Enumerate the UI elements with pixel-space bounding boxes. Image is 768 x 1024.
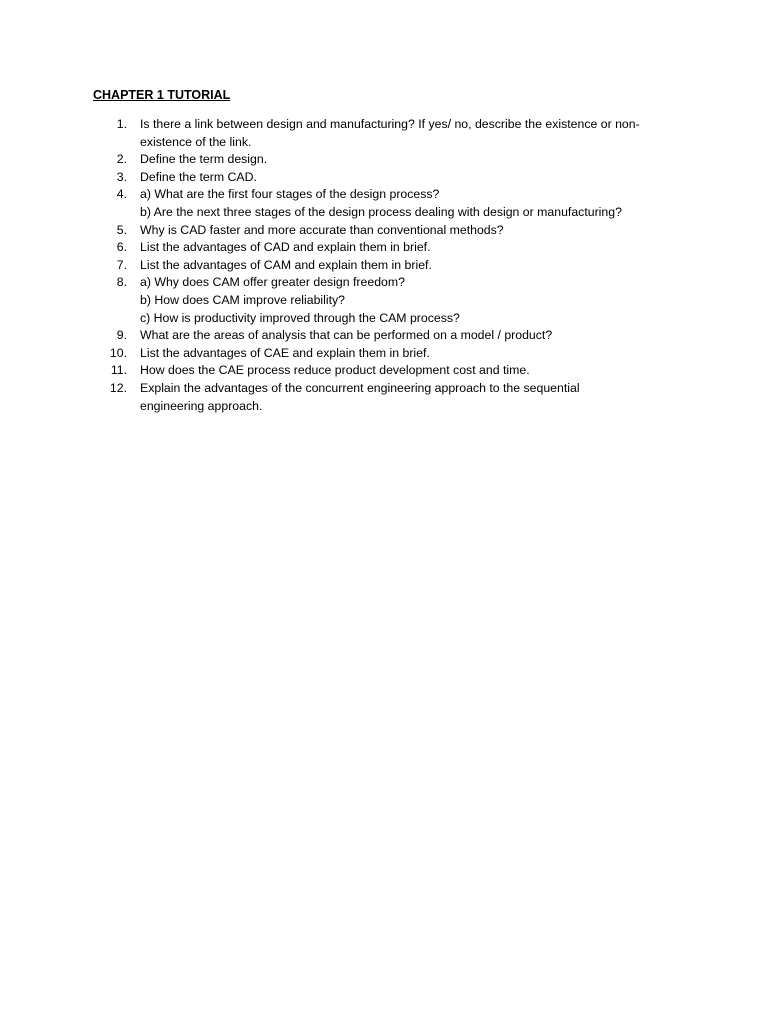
question-text xyxy=(140,380,683,415)
question-line: How does the CAE process reduce product development cost and time. xyxy=(140,363,530,378)
question-text xyxy=(140,327,683,345)
question-number: 4. xyxy=(116,187,127,202)
question-line: What are the areas of analysis that can be performed on a model / product? xyxy=(140,328,553,343)
question-item-1 xyxy=(93,116,683,151)
question-number: 6. xyxy=(116,240,127,255)
question-line: a) What are the first four stages of the design process? xyxy=(140,187,440,202)
question-line: Why is CAD faster and more accurate than conventional methods? xyxy=(140,222,504,237)
question-line: List the advantages of CAD and explain them in brief. xyxy=(140,240,431,255)
question-line: a) Why does CAM offer greater design freedom? xyxy=(140,275,405,290)
question-item-5 xyxy=(93,222,683,240)
question-number: 8. xyxy=(116,275,127,290)
question-line: Explain the advantages of the concurrent engineering approach to the sequential xyxy=(140,380,580,395)
question-number: 1. xyxy=(116,117,127,131)
question-line: Define the term CAD. xyxy=(140,169,257,184)
question-number: 5. xyxy=(116,222,127,237)
question-item-4 xyxy=(93,186,683,221)
question-item-6 xyxy=(93,239,683,257)
question-number: 11. xyxy=(110,363,127,378)
question-line: Define the term design. xyxy=(140,152,268,167)
question-item-10 xyxy=(93,345,683,363)
question-number: 10. xyxy=(109,345,127,360)
question-line: List the advantages of CAM and explain them in brief. xyxy=(140,257,432,272)
question-item-12 xyxy=(93,380,683,415)
question-text xyxy=(140,362,683,380)
question-line: existence of the link. xyxy=(140,134,252,149)
question-line: b) How does CAM improve reliability? xyxy=(140,292,346,307)
question-number: 2. xyxy=(116,152,127,167)
question-number: 7. xyxy=(116,257,127,272)
question-text xyxy=(140,274,683,327)
question-text xyxy=(140,239,683,257)
question-text xyxy=(140,186,683,221)
question-number: 9. xyxy=(116,328,127,343)
question-item-11 xyxy=(93,362,683,380)
question-line: engineering approach. xyxy=(140,398,263,413)
question-text xyxy=(140,151,683,169)
question-list xyxy=(93,116,683,415)
question-line: Is there a link between design and manufacturing? If yes/ no, describe the existence or non- xyxy=(140,117,640,131)
question-line: c) How is productivity improved through the CAM process? xyxy=(140,310,460,325)
question-text xyxy=(140,345,683,363)
question-item-9 xyxy=(93,327,683,345)
question-text xyxy=(140,116,683,151)
question-item-3 xyxy=(93,169,683,187)
question-line: b) Are the next three stages of the design process dealing with design or manufacturing? xyxy=(140,204,622,219)
question-number: 12. xyxy=(109,380,127,395)
question-item-7 xyxy=(93,257,683,275)
question-line: List the advantages of CAE and explain them in brief. xyxy=(140,345,430,360)
question-text xyxy=(140,222,683,240)
question-text xyxy=(140,257,683,275)
question-number: 3. xyxy=(116,169,127,184)
question-item-8 xyxy=(93,274,683,327)
page-title: CHAPTER 1 TUTORIAL xyxy=(93,88,231,102)
question-item-2 xyxy=(93,151,683,169)
question-text xyxy=(140,169,683,187)
